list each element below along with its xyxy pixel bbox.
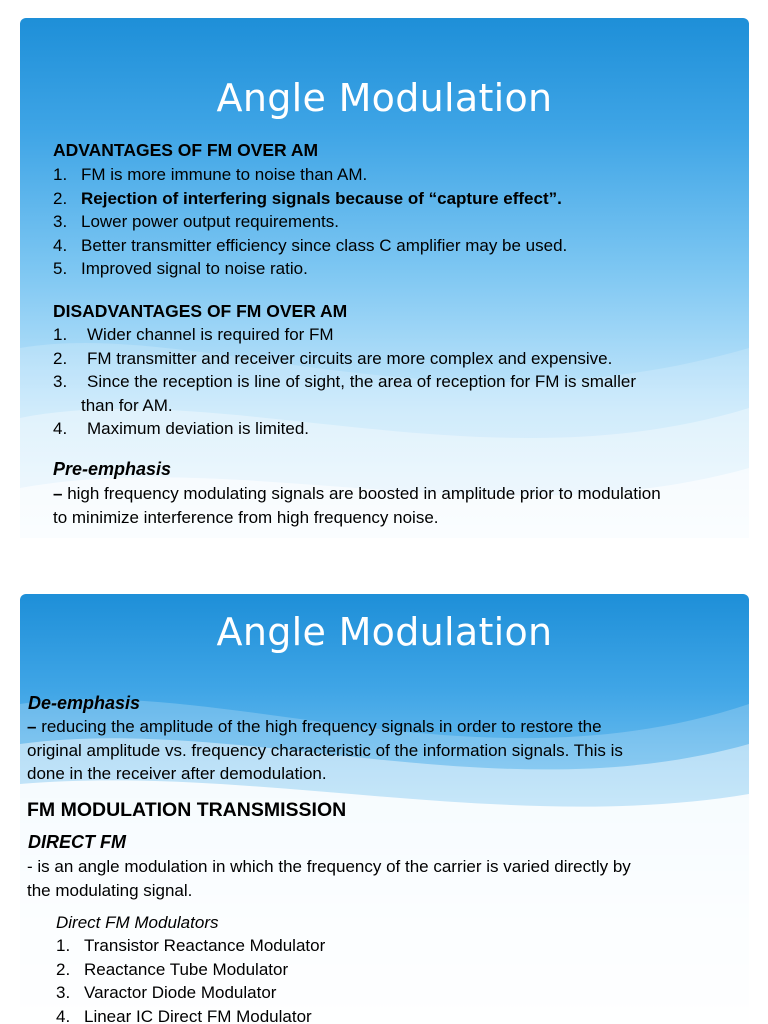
list-item: 5. Improved signal to noise ratio. (53, 259, 308, 278)
slide-title: Angle Modulation (216, 76, 553, 120)
list-item: 2. Reactance Tube Modulator (56, 959, 289, 979)
direct-fm-definition: - is an angle modulation in which the frequency of the carrier is varied directly by the modulating signal. (27, 857, 631, 900)
disadvantages-list (53, 323, 636, 441)
deemphasis-heading: De-emphasis (28, 693, 141, 713)
preemphasis-definition: – high frequency modulating signals are boosted in amplitude prior to modulation to minimize interference from high frequency noise. (53, 484, 661, 527)
modulators-list (56, 934, 325, 1024)
advantages-list (53, 163, 567, 281)
list-item: 3. Since the reception is line of sight, the area of reception for FM is smaller than for AM. (53, 372, 636, 415)
slide-1 (20, 18, 749, 538)
list-item: 4. Linear IC Direct FM Modulator (56, 1006, 312, 1024)
disadvantages-heading: DISADVANTAGES OF FM OVER AM (53, 301, 348, 321)
list-item: 1. Transistor Reactance Modulator (56, 936, 326, 955)
slide-title: Angle Modulation (216, 610, 553, 654)
list-item: 4. Maximum deviation is limited. (53, 419, 310, 438)
list-item: 4. Better transmitter efficiency since class C amplifier may be used. (53, 235, 568, 255)
advantages-heading: ADVANTAGES OF FM OVER AM (53, 140, 319, 160)
list-item: 2. FM transmitter and receiver circuits are more complex and expensive. (53, 348, 613, 368)
slide-2 (20, 594, 749, 1024)
deemphasis-definition: – reducing the amplitude of the high frequency signals in order to restore the original amplitude vs. frequency characteristic of the information signals. This is done in the receiver after demodulation. (27, 717, 623, 783)
list-item: 1. Wider channel is required for FM (53, 325, 334, 344)
list-item: 2. Rejection of interfering signals because of “capture effect”. (53, 188, 562, 208)
direct-fm-heading: DIRECT FM (28, 832, 126, 852)
preemphasis-heading: Pre-emphasis (53, 459, 172, 479)
modulators-heading: Direct FM Modulators (56, 913, 219, 932)
list-item: 3. Lower power output requirements. (53, 212, 339, 231)
list-item: 1. FM is more immune to noise than AM. (53, 165, 368, 184)
section-heading: FM MODULATION TRANSMISSION (27, 799, 347, 821)
list-item: 3. Varactor Diode Modulator (56, 983, 277, 1002)
